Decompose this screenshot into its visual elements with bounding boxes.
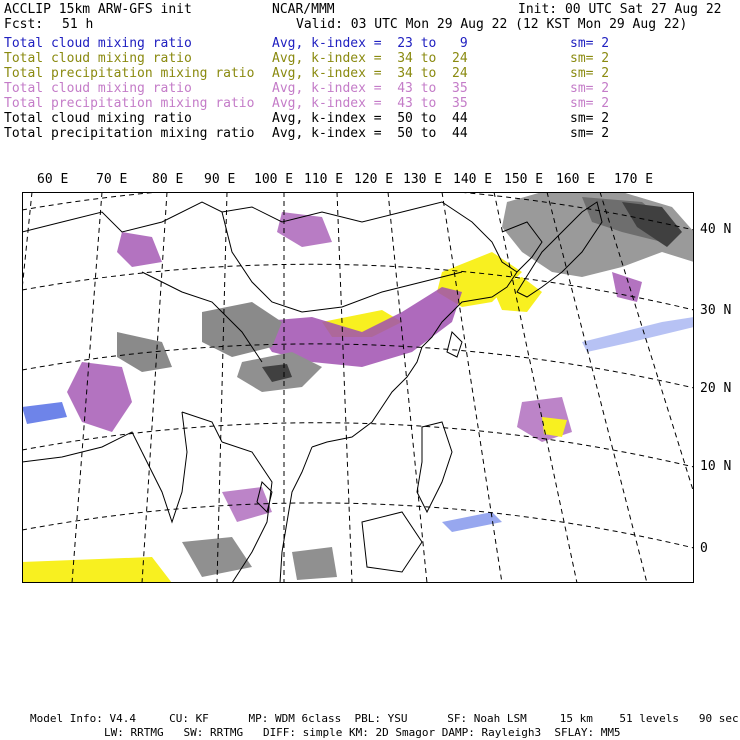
longitude-label: 110 E bbox=[304, 172, 344, 187]
valid-time: Valid: 03 UTC Mon 29 Aug 22 (12 KST Mon 29 Aug 22) bbox=[296, 17, 688, 32]
legend-field-name: Total cloud mixing ratio bbox=[4, 36, 192, 51]
legend-smoothing: sm= 2 bbox=[570, 126, 610, 141]
legend-row bbox=[4, 81, 734, 96]
latitude-label: 30 N bbox=[700, 303, 732, 318]
legend-row bbox=[4, 111, 734, 126]
legend-row bbox=[4, 51, 734, 66]
legend-field-name: Total precipitation mixing ratio bbox=[4, 66, 255, 81]
legend-level-range: Avg, k-index = 43 to 35 bbox=[272, 81, 468, 96]
longitude-label: 100 E bbox=[254, 172, 294, 187]
organization-label: NCAR/MMM bbox=[272, 2, 335, 17]
legend-field-name: Total precipitation mixing ratio bbox=[4, 126, 255, 141]
legend-row bbox=[4, 66, 734, 81]
longitude-label: 80 E bbox=[152, 172, 184, 187]
longitude-label: 130 E bbox=[403, 172, 443, 187]
plot-title: ACCLIP 15km ARW-GFS init bbox=[4, 2, 192, 17]
legend-smoothing: sm= 2 bbox=[570, 36, 610, 51]
legend-smoothing: sm= 2 bbox=[570, 111, 610, 126]
longitude-label: 60 E bbox=[37, 172, 69, 187]
legend-field-name: Total cloud mixing ratio bbox=[4, 111, 192, 126]
legend-level-range: Avg, k-index = 50 to 44 bbox=[272, 126, 468, 141]
legend-field-name: Total precipitation mixing ratio bbox=[4, 96, 255, 111]
cloud-patch bbox=[292, 547, 337, 580]
longitude-label: 70 E bbox=[96, 172, 128, 187]
legend-level-range: Avg, k-index = 23 to 9 bbox=[272, 36, 468, 51]
legend-row bbox=[4, 96, 734, 111]
legend-row bbox=[4, 126, 734, 141]
longitude-label: 140 E bbox=[453, 172, 493, 187]
legend-field-name: Total cloud mixing ratio bbox=[4, 51, 192, 66]
forecast-hour: 51 h bbox=[62, 17, 94, 32]
model-info-line1: Model Info: V4.4 CU: KF MP: WDM 6class PBL: YSU SF: Noah LSM 15 km 51 levels 90 sec bbox=[30, 712, 739, 725]
legend-field-name: Total cloud mixing ratio bbox=[4, 81, 192, 96]
longitude-label: 150 E bbox=[504, 172, 544, 187]
legend-level-range: Avg, k-index = 34 to 24 bbox=[272, 51, 468, 66]
longitude-label: 160 E bbox=[556, 172, 596, 187]
legend-level-range: Avg, k-index = 43 to 35 bbox=[272, 96, 468, 111]
forecast-map bbox=[22, 192, 694, 583]
legend-level-range: Avg, k-index = 50 to 44 bbox=[272, 111, 468, 126]
model-info-line2: LW: RRTMG SW: RRTMG DIFF: simple KM: 2D Smagor DAMP: Rayleigh3 SFLAY: MM5 bbox=[104, 726, 621, 739]
forecast-label: Fcst: bbox=[4, 17, 44, 32]
latitude-label: 20 N bbox=[700, 381, 732, 396]
latitude-label: 10 N bbox=[700, 459, 732, 474]
latitude-label: 0 bbox=[700, 541, 708, 556]
init-time: Init: 00 UTC Sat 27 Aug 22 bbox=[518, 2, 722, 17]
longitude-label: 90 E bbox=[204, 172, 236, 187]
latitude-label: 40 N bbox=[700, 222, 732, 237]
legend-row bbox=[4, 36, 734, 51]
longitude-label: 120 E bbox=[354, 172, 394, 187]
legend-smoothing: sm= 2 bbox=[570, 51, 610, 66]
legend-smoothing: sm= 2 bbox=[570, 66, 610, 81]
longitude-label: 170 E bbox=[614, 172, 654, 187]
legend-level-range: Avg, k-index = 34 to 24 bbox=[272, 66, 468, 81]
legend-smoothing: sm= 2 bbox=[570, 81, 610, 96]
legend-smoothing: sm= 2 bbox=[570, 96, 610, 111]
